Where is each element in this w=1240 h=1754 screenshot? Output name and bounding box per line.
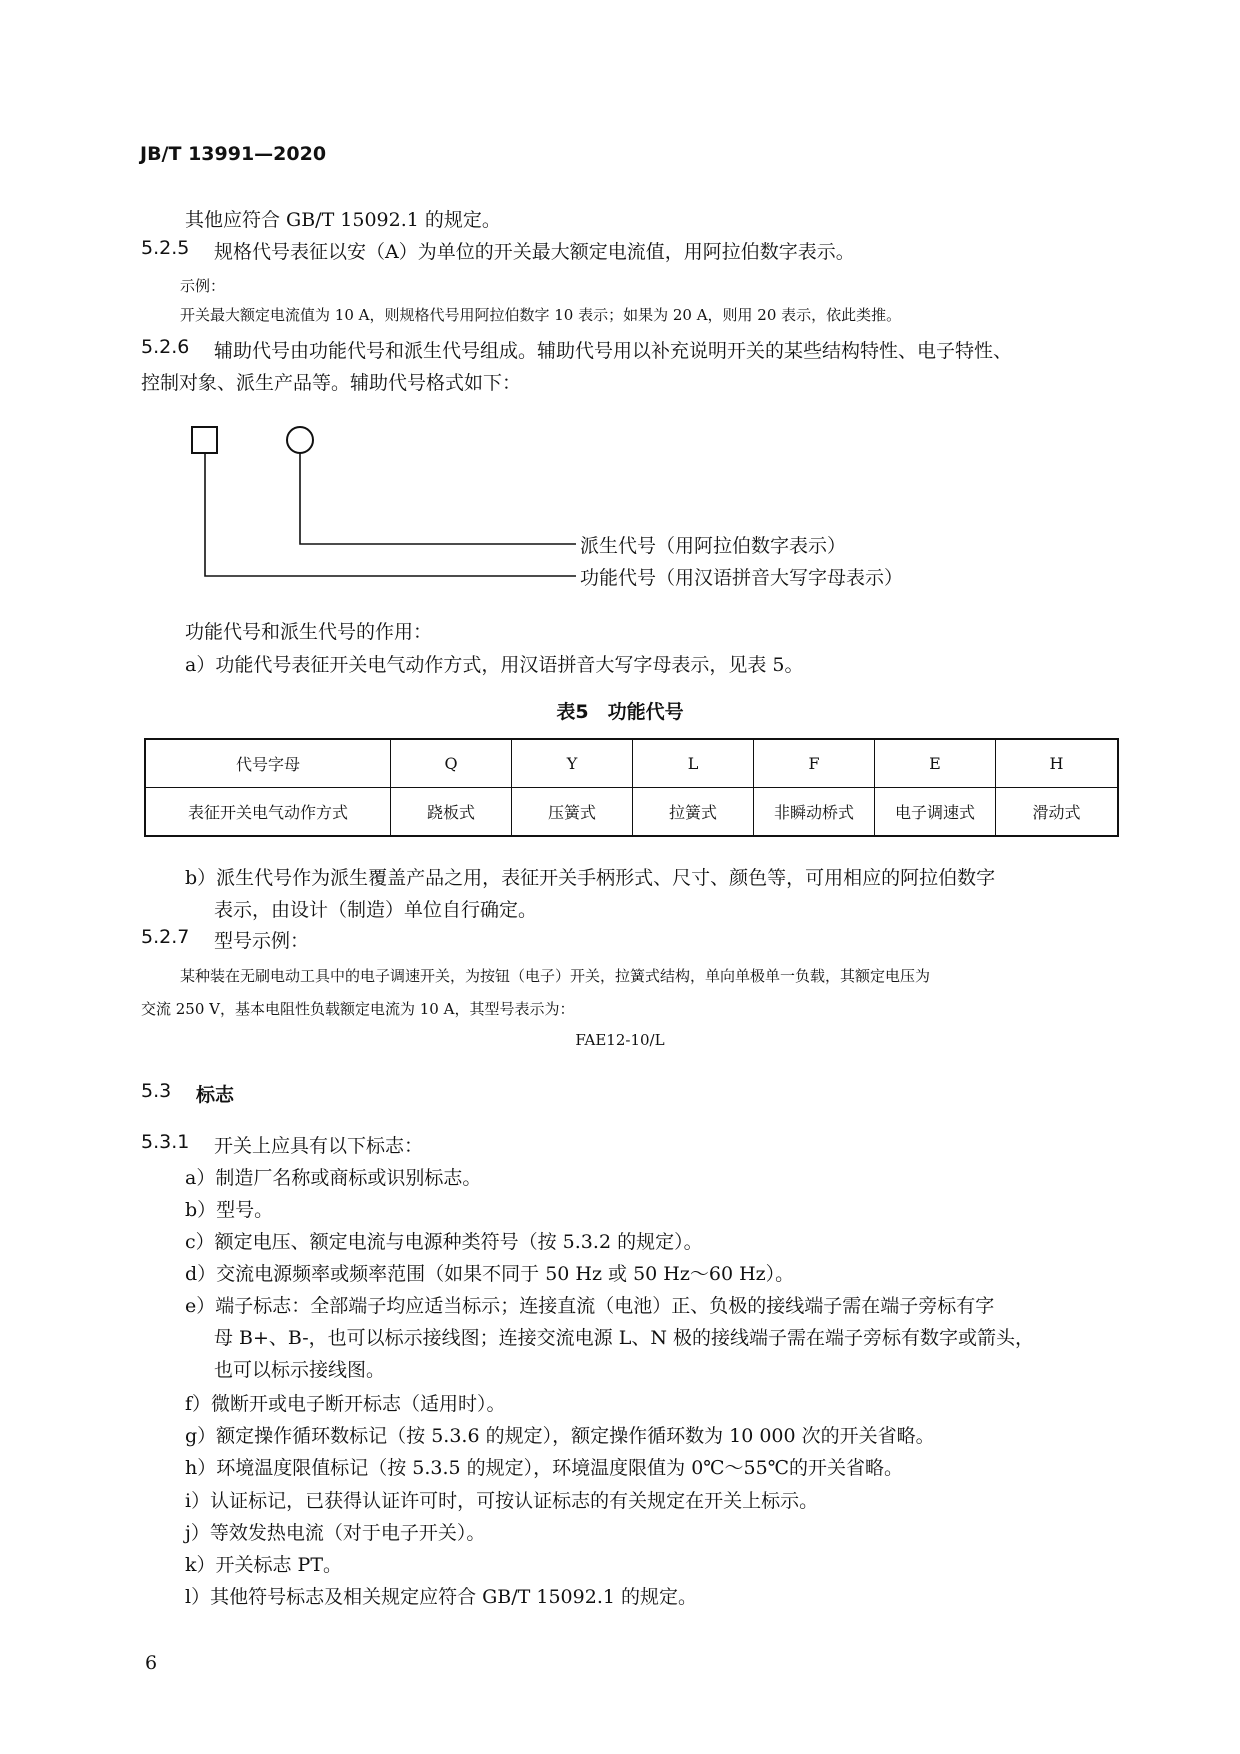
table-header-cell: 表征开关电气动作方式 bbox=[145, 788, 391, 837]
clause-number-5-2-7: 5.2.7 bbox=[141, 926, 190, 948]
list-item: a）制造厂名称或商标或识别标志。 bbox=[185, 1167, 482, 1189]
function-code-box bbox=[192, 427, 217, 453]
document-id: JB/T 13991—2020 bbox=[140, 143, 327, 165]
clause-5-2-7-text: 型号示例： bbox=[214, 930, 310, 952]
list-item: e）端子标志：全部端子均应适当标示；连接直流（电池）正、负极的接线端子需在端子旁标有字 bbox=[185, 1295, 995, 1317]
clause-5-2-5-text: 规格代号表征以安（A）为单位的开关最大额定电流值，用阿拉伯数字表示。 bbox=[214, 241, 855, 263]
list-item: f）微断开或电子断开标志（适用时）。 bbox=[185, 1393, 506, 1415]
roles-heading: 功能代号和派生代号的作用： bbox=[185, 621, 433, 643]
item-b-line-1: b）派生代号作为派生覆盖产品之用，表征开关手柄形式、尺寸、颜色等，可用相应的阿拉伯数字 bbox=[185, 867, 996, 889]
list-item: d）交流电源频率或频率范围（如果不同于 50 Hz 或 50 Hz～60 Hz）。 bbox=[185, 1263, 795, 1285]
clause-5-2-6-text-1: 辅助代号由功能代号和派生代号组成。辅助代号用以补充说明开关的某些结构特性、电子特性、 bbox=[214, 340, 1013, 362]
list-item: j）等效发热电流（对于电子开关）。 bbox=[185, 1522, 486, 1544]
table-cell: 拉簧式 bbox=[633, 788, 754, 837]
table-cell: F bbox=[754, 739, 875, 788]
table-cell: Y bbox=[512, 739, 633, 788]
list-item: l）其他符号标志及相关规定应符合 GB/T 15092.1 的规定。 bbox=[185, 1586, 697, 1608]
example-text: 开关最大额定电流值为 10 A，则规格代号用阿拉伯数字 10 表示；如果为 20 A，则用 20 表示，依此类推。 bbox=[180, 306, 902, 324]
clause-number-5-2-6: 5.2.6 bbox=[141, 336, 190, 358]
intro-line: 其他应符合 GB/T 15092.1 的规定。 bbox=[185, 209, 501, 231]
list-item: h）环境温度限值标记（按 5.3.5 的规定），环境温度限值为 0℃～55℃的开关省略。 bbox=[185, 1457, 903, 1479]
list-item-continuation: 也可以标示接线图。 bbox=[214, 1359, 386, 1381]
page-number: 6 bbox=[145, 1652, 158, 1674]
table-row bbox=[145, 739, 1118, 788]
function-code-table bbox=[144, 738, 1119, 837]
model-code: FAE12-10/L bbox=[575, 1031, 665, 1049]
list-item-continuation: 母 B+、B-，也可以标示接线图；连接交流电源 L、N 极的接线端子需在端子旁标有数字或箭头， bbox=[214, 1327, 1034, 1349]
table-cell: L bbox=[633, 739, 754, 788]
derivative-code-circle bbox=[287, 427, 313, 453]
list-item: b）型号。 bbox=[185, 1199, 274, 1221]
table-cell: E bbox=[875, 739, 996, 788]
derivative-leader-line bbox=[300, 453, 576, 544]
clause-5-3-1-text: 开关上应具有以下标志： bbox=[214, 1135, 424, 1157]
model-example-line-1: 某种装在无刷电动工具中的电子调速开关，为按钮（电子）开关，拉簧式结构，单向单极单一负载，其额定电压为 bbox=[180, 967, 931, 985]
item-b-line-2: 表示，由设计（制造）单位自行确定。 bbox=[214, 899, 538, 921]
derivative-code-label: 派生代号（用阿拉伯数字表示） bbox=[580, 535, 847, 557]
table-cell: 非瞬动桥式 bbox=[754, 788, 875, 837]
example-label: 示例： bbox=[180, 277, 226, 295]
list-item: k）开关标志 PT。 bbox=[185, 1554, 343, 1576]
clause-number-5-2-5: 5.2.5 bbox=[141, 237, 190, 259]
item-a: a）功能代号表征开关电气动作方式，用汉语拼音大写字母表示，见表 5。 bbox=[185, 654, 804, 676]
list-item: i）认证标记，已获得认证许可时，可按认证标志的有关规定在开关上标示。 bbox=[185, 1490, 819, 1512]
clause-number-5-3-1: 5.3.1 bbox=[141, 1131, 190, 1153]
list-item: c）额定电压、额定电流与电源种类符号（按 5.3.2 的规定）。 bbox=[185, 1231, 703, 1253]
model-example-line-2: 交流 250 V，基本电阻性负载额定电流为 10 A，其型号表示为： bbox=[141, 1000, 575, 1018]
table-header-cell: 代号字母 bbox=[145, 739, 391, 788]
table-cell: 跷板式 bbox=[391, 788, 512, 837]
table-row bbox=[145, 788, 1118, 837]
function-leader-line bbox=[205, 453, 576, 576]
table-cell: 压簧式 bbox=[512, 788, 633, 837]
section-5-3-title: 标志 bbox=[196, 1084, 235, 1106]
section-number-5-3: 5.3 bbox=[141, 1080, 172, 1102]
list-item: g）额定操作循环数标记（按 5.3.6 的规定），额定操作循环数为 10 000 次的开关省略。 bbox=[185, 1425, 935, 1447]
function-code-label: 功能代号（用汉语拼音大写字母表示） bbox=[580, 567, 904, 589]
table-cell: 电子调速式 bbox=[875, 788, 996, 837]
table-caption: 表5 功能代号 bbox=[556, 701, 684, 723]
table-cell: 滑动式 bbox=[996, 788, 1119, 837]
clause-5-2-6-text-2: 控制对象、派生产品等。辅助代号格式如下： bbox=[141, 372, 522, 394]
table-cell: Q bbox=[391, 739, 512, 788]
table-cell: H bbox=[996, 739, 1119, 788]
